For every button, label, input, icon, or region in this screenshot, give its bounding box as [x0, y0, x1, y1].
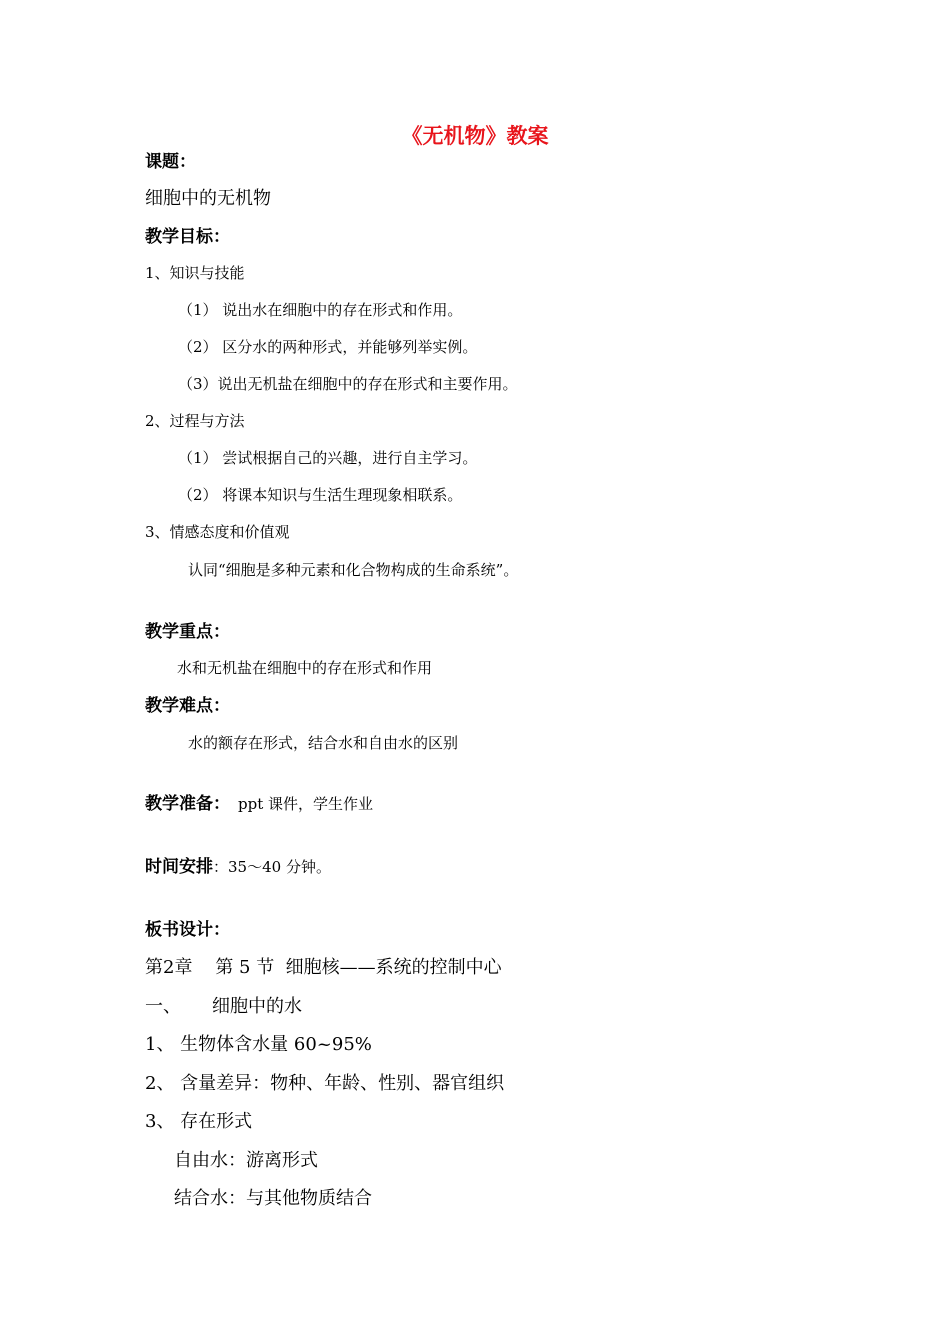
board-point: 2、 含量差异：物种、年龄、性别、器官组织 [145, 1073, 505, 1094]
goals-heading: 教学目标： [145, 227, 230, 247]
difficulty-heading: 教学难点： [145, 696, 230, 716]
board-form: 自由水：游离形式 [174, 1150, 318, 1171]
board-chapter: 第2章 第 5 节 细胞核——系统的控制中心 [145, 957, 502, 978]
goal-group-label: 3、情感态度和价值观 [145, 523, 290, 541]
document-title: 《无机物》教案 [401, 123, 549, 148]
board-point: 3、 存在形式 [145, 1111, 253, 1132]
goal-item: 认同“细胞是多种元素和化合物构成的生命系统”。 [188, 561, 519, 579]
prep-heading: 教学准备： [145, 794, 230, 814]
goal-group-label: 1、知识与技能 [145, 264, 245, 282]
difficulty-text: 水的额存在形式，结合水和自由水的区别 [188, 734, 459, 752]
key-text: 水和无机盐在细胞中的存在形式和作用 [177, 659, 433, 677]
topic-text: 细胞中的无机物 [145, 188, 271, 209]
prep-line [145, 796, 373, 813]
time-heading: 时间安排 [145, 857, 213, 877]
goal-item: （1） 尝试根据自己的兴趣，进行自主学习。 [178, 449, 478, 467]
goal-item: （2） 区分水的两种形式，并能够列举实例。 [178, 338, 478, 356]
board-heading: 板书设计： [145, 920, 230, 940]
prep-text: ppt 课件，学生作业 [238, 795, 374, 813]
board-point: 1、 生物体含水量 60~95% [145, 1034, 372, 1055]
goal-item: （3）说出无机盐在细胞中的存在形式和主要作用。 [178, 375, 518, 393]
goal-item: （2） 将课本知识与生活生理现象相联系。 [178, 486, 463, 504]
key-heading: 教学重点： [145, 622, 230, 642]
goal-group-label: 2、过程与方法 [145, 412, 245, 430]
board-form: 结合水：与其他物质结合 [174, 1188, 372, 1209]
board-section-title: 细胞中的水 [212, 996, 302, 1017]
time-line [145, 859, 331, 876]
topic-heading: 课题： [145, 152, 196, 172]
time-text: ：35～40 分钟。 [213, 858, 331, 876]
board-section-number: 一、 [145, 996, 181, 1017]
goal-item: （1） 说出水在细胞中的存在形式和作用。 [178, 301, 463, 319]
